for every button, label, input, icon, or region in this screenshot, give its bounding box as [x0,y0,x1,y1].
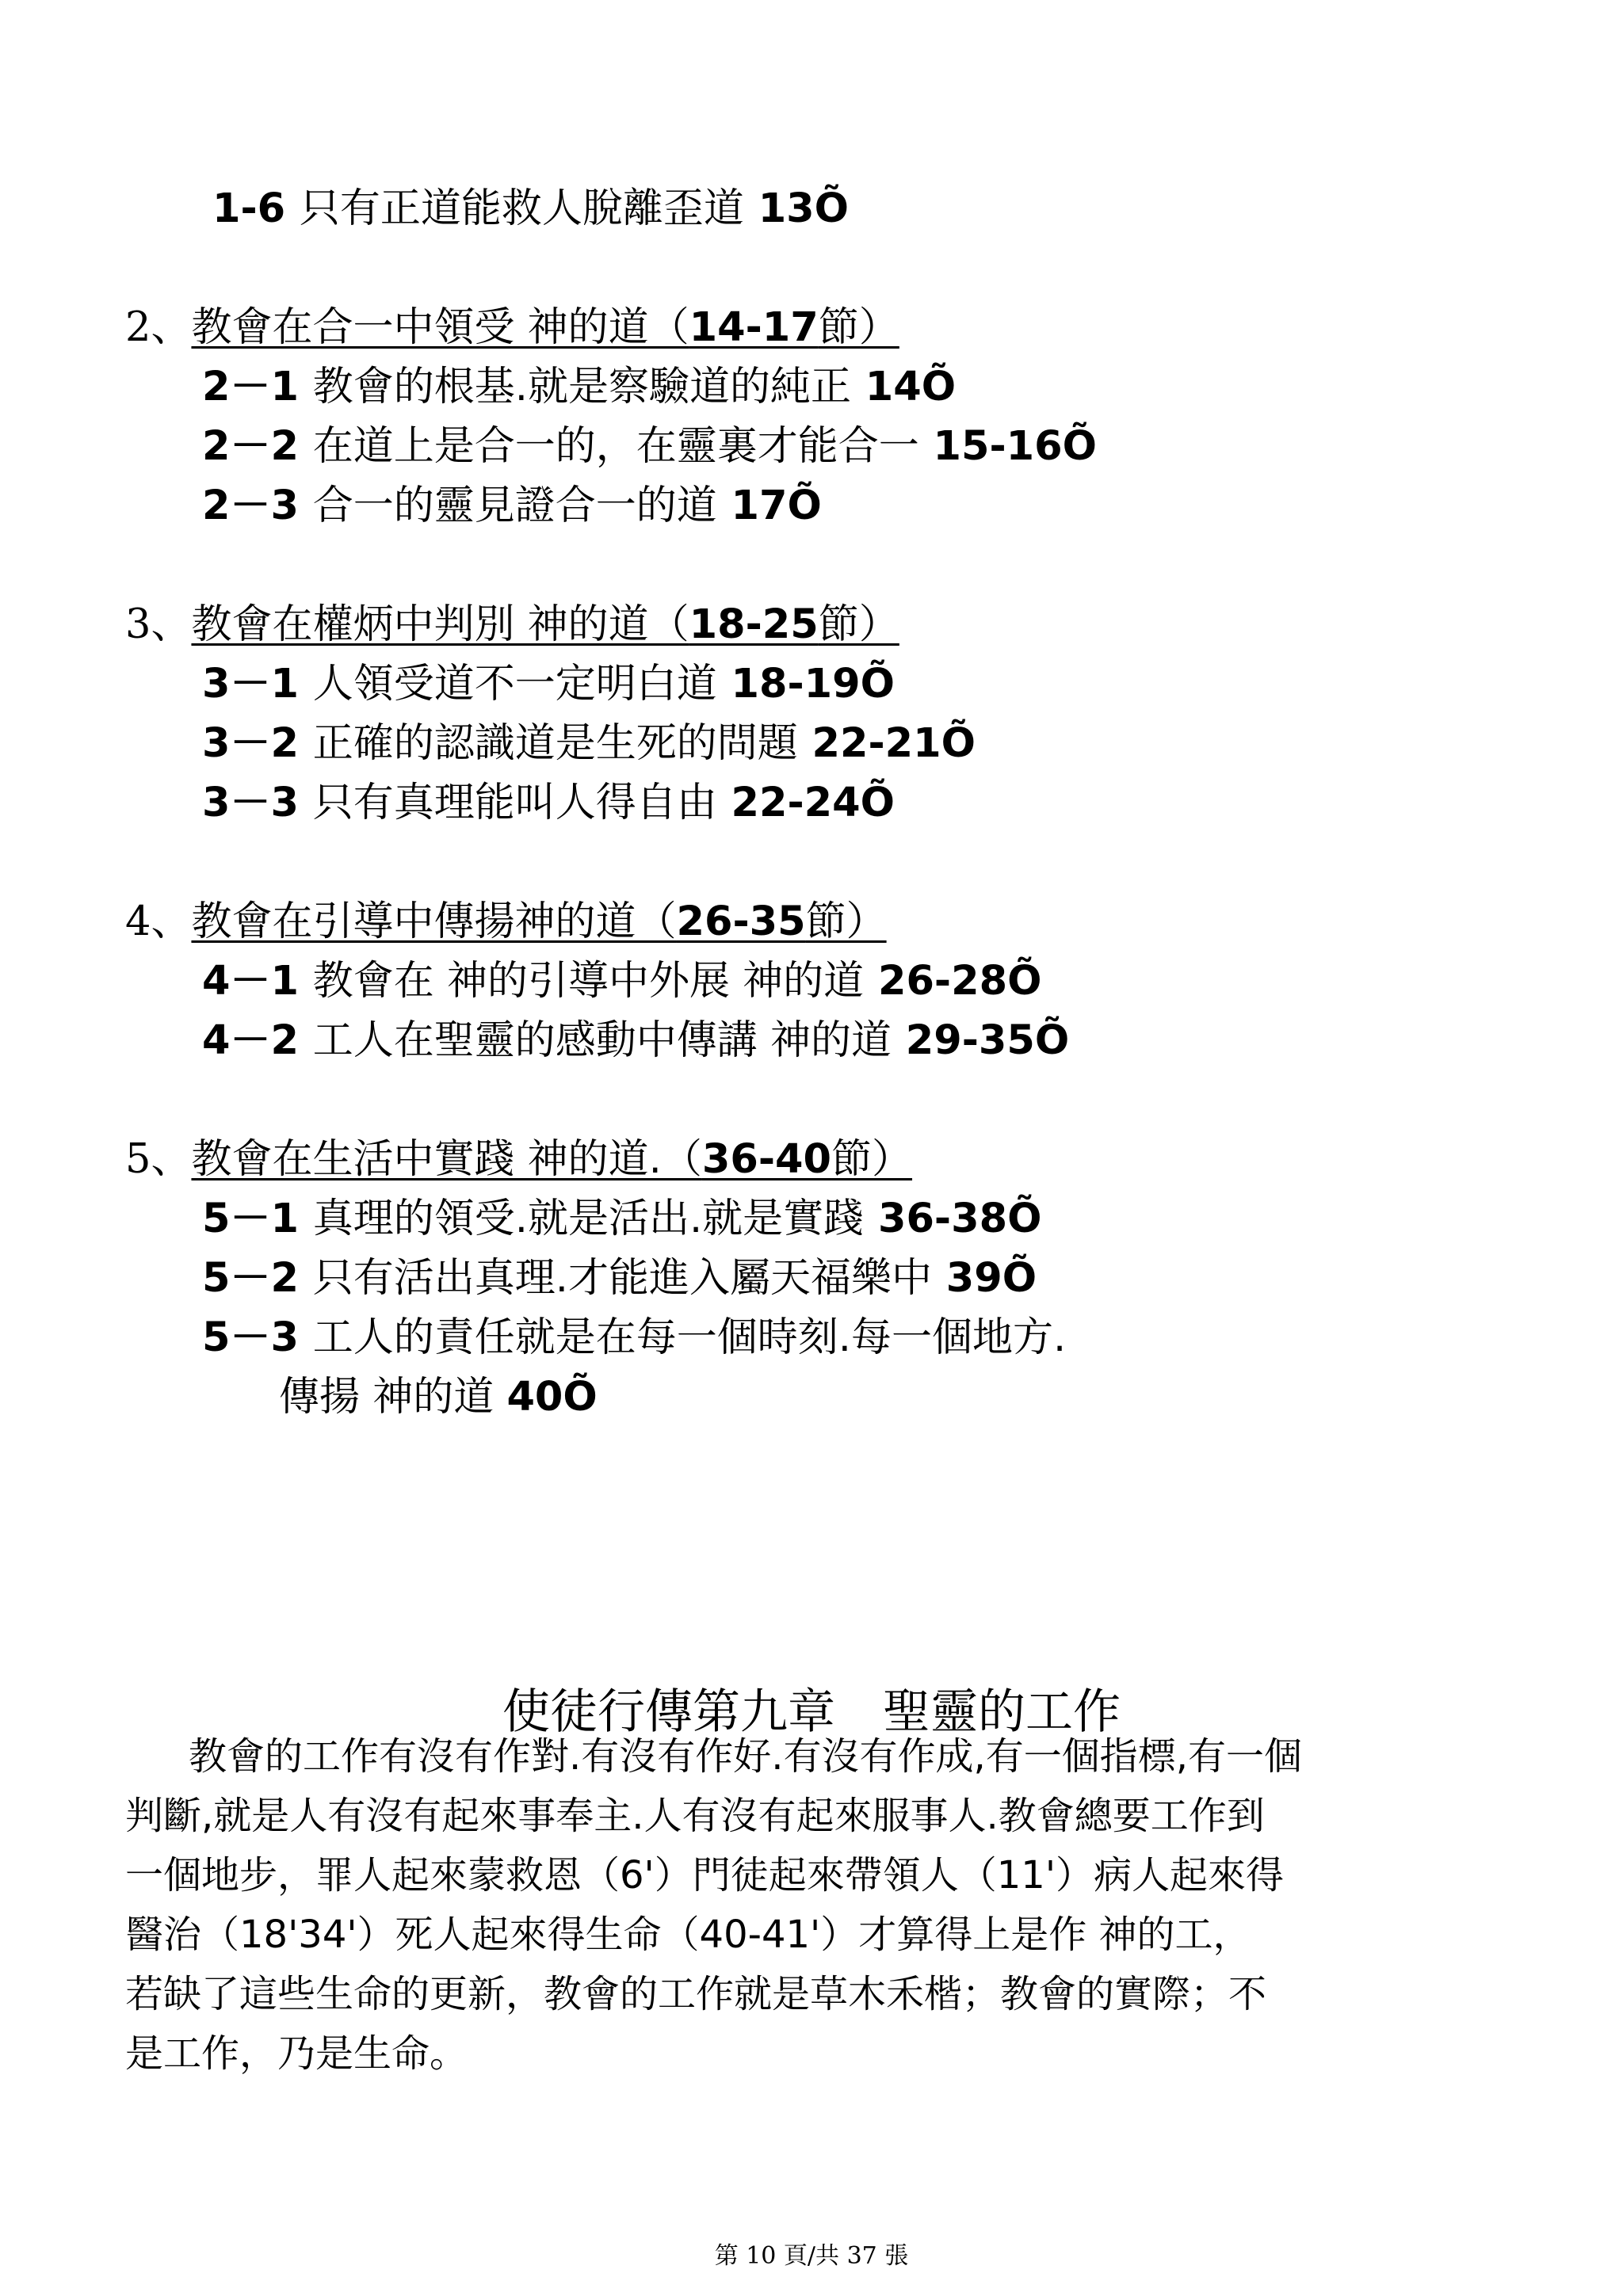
item-ref: 40Õ [506,1374,598,1421]
item-text: 只有活出真理.才能進入屬天福樂中 [312,1255,932,1302]
item-number: 2－1 [202,364,299,410]
item-number: 5－1 [202,1196,299,1242]
item-number: 3－2 [202,720,299,767]
item-text: 合一的靈見證合一的道 [312,482,717,529]
item-ref: 14Õ [865,364,957,410]
paragraph-line: 判斷,就是人有沒有起來事奉主.人有沒有起來服事人.教會總要工作到 [125,1794,1265,1838]
page-footer: 第 10 頁/共 37 張 [714,2242,909,2270]
item-number: 3－1 [202,661,299,707]
outline-item [202,1255,1037,1302]
section-number: 2、 [125,304,192,351]
item-ref: 15-16Õ [933,423,1097,470]
outline-item [202,482,822,529]
outline-item-continuation [279,1374,598,1421]
outline-item-1-6 [212,185,850,232]
item-ref: 18-19Õ [731,661,895,707]
paragraph-line: 若缺了這些生命的更新，教會的工作就是草木禾楷；教會的實際；不 [125,1972,1267,2016]
paragraph-line: 醫治（18'34'）死人起來得生命（40-41'）才算得上是作 神的工， [125,1913,1251,1957]
item-ref: 17Õ [731,482,822,529]
section-title: 教會在生活中實踐 神的道.（36-40節） [191,1136,913,1183]
section-number: 4、 [125,898,192,945]
item-ref: 29-35Õ [905,1017,1070,1064]
outline-item [202,423,1097,470]
outline-item [202,1017,1070,1064]
item-text: 真理的領受.就是活出.就是實踐 [312,1196,865,1242]
outline-item [202,720,976,767]
item-text: 傳揚 神的道 [279,1374,495,1421]
item-number: 2－3 [202,482,299,529]
item-text: 教會的根基.就是察驗道的純正 [312,364,851,410]
outline-item [202,364,957,410]
item-ref: 39Õ [945,1255,1037,1302]
item-text: 在道上是合一的，在靈裏才能合一 [312,423,919,470]
item-ref: 26-28Õ [877,958,1042,1005]
section-heading-5 [125,1136,913,1183]
outline-item [202,661,895,707]
item-number: 2－2 [202,423,299,470]
outline-item [202,1314,1067,1361]
item-ref: 22-24Õ [731,780,895,826]
section-title: 教會在合一中領受 神的道（14-17節） [191,304,899,351]
item-ref: 22-21Õ [812,720,976,767]
item-text: 正確的認識道是生死的問題 [312,720,798,767]
section-number: 5、 [125,1136,192,1183]
item-number: 5－3 [202,1314,299,1361]
item-number: 4－1 [202,958,299,1005]
paragraph-line: 教會的工作有沒有作對.有沒有作好.有沒有作成,有一個指標,有一個 [189,1734,1303,1779]
item-text: 只有正道能救人脫離歪道 [299,185,744,232]
item-text: 只有真理能叫人得自由 [312,780,717,826]
item-number: 5－2 [202,1255,299,1302]
section-heading-3 [125,601,899,648]
item-text: 教會在 神的引導中外展 神的道 [312,958,865,1005]
item-ref: 13Õ [758,185,850,232]
section-heading-2 [125,304,899,351]
item-ref: 36-38Õ [877,1196,1042,1242]
item-number: 1-6 [212,185,286,232]
item-text: 人領受道不一定明白道 [312,661,717,707]
item-text: 工人在聖靈的感動中傳講 神的道 [312,1017,892,1064]
outline-item [202,780,895,826]
section-title: 教會在引導中傳揚神的道（26-35節） [191,898,887,945]
item-number: 4－2 [202,1017,299,1064]
outline-item [202,1196,1042,1242]
paragraph-line: 是工作，乃是生命。 [125,2031,468,2076]
outline-item [202,958,1042,1005]
section-number: 3、 [125,601,192,648]
chapter-title: 使徒行傳第九章 聖靈的工作 [502,1684,1121,1740]
item-number: 3－3 [202,780,299,826]
section-heading-4 [125,898,887,945]
section-title: 教會在權炳中判別 神的道（18-25節） [191,601,899,648]
item-text: 工人的責任就是在每一個時刻.每一個地方. [312,1314,1067,1361]
paragraph-line: 一個地步，罪人起來蒙救恩（6'）門徒起來帶領人（11'）病人起來得 [125,1853,1285,1897]
